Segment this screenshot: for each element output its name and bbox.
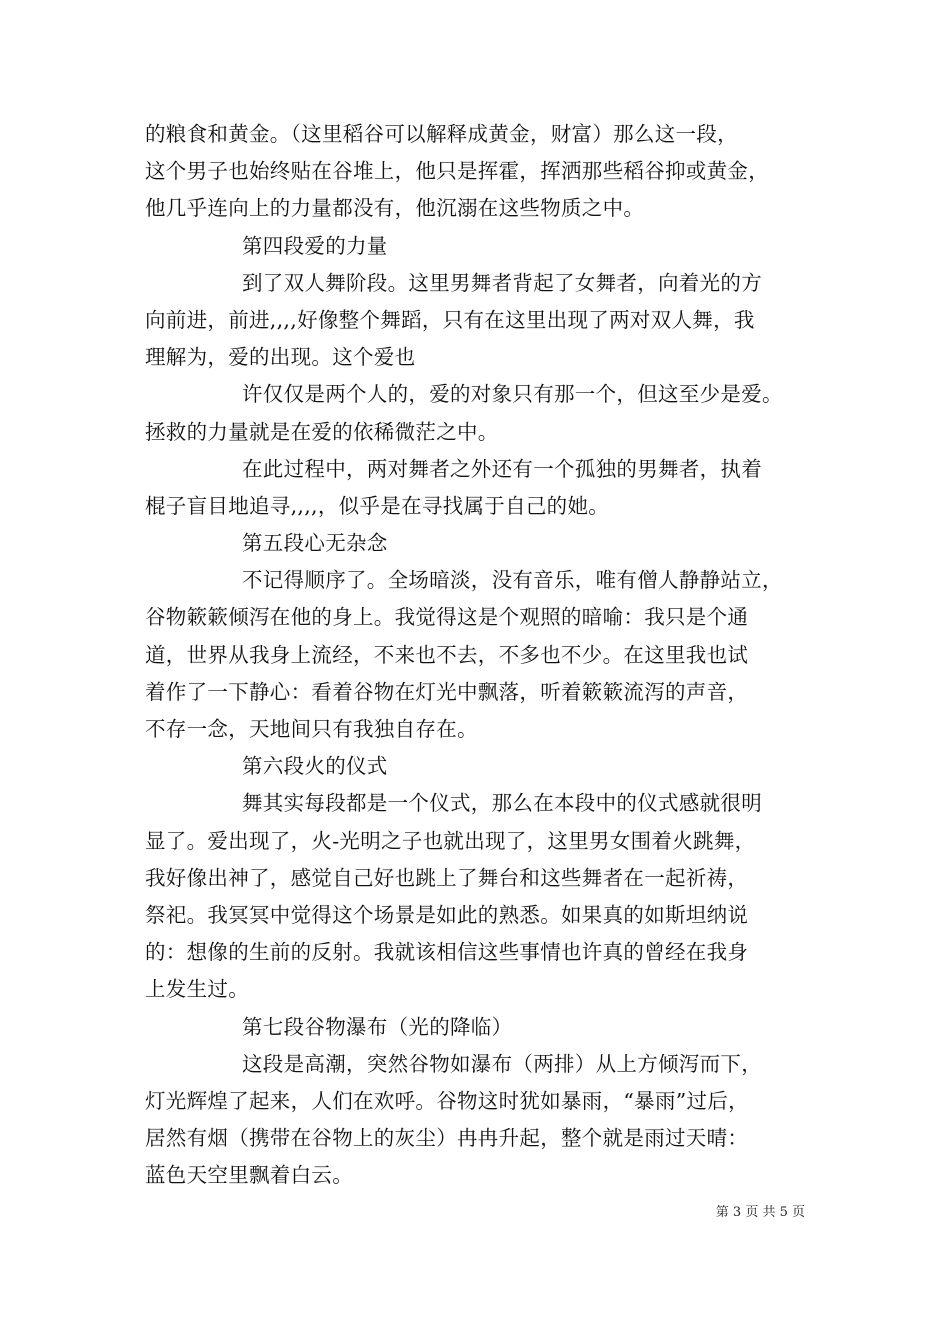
text-line: 道，世界从我身上流经，不来也不去，不多也不少。在这里我也试	[145, 642, 749, 667]
section-heading-7	[145, 1009, 825, 1046]
text-line: 许仅仅是两个人的，爱的对象只有那一个，但这至少是爱。	[242, 382, 783, 407]
paragraph-5	[145, 562, 825, 748]
text-line: 的粮食和黄金。（这里稻谷可以解释成黄金，财富）那么这一段，	[145, 122, 738, 146]
text-line: 灯光辉煌了起来，人们在欢呼。谷物这时犹如暴雨，“暴雨”过后，	[145, 1088, 749, 1113]
text-line: 向前进，前进,,,,好像整个舞蹈，只有在这里出现了两对双人舞，我	[145, 307, 755, 332]
text-line: 舞其实每段都是一个仪式，那么在本段中的仪式感就很明	[242, 791, 762, 816]
text-line: 不存一念，天地间只有我独自存在。	[145, 717, 478, 741]
text-line: 谷物簌簌倾泻在他的身上。我觉得这是个观照的暗喻：我只是个通	[145, 605, 749, 630]
heading-line: 第七段谷物瀑布（光的降临）	[242, 1014, 513, 1039]
text-line: 棍子盲目地追寻,,,,，似乎是在寻找属于自己的她。	[145, 493, 610, 518]
section-heading-4	[145, 228, 825, 265]
heading-line: 第四段爱的力量	[242, 233, 388, 258]
text-line: 我好像出神了，感觉自己好也跳上了舞台和这些舞者在一起祈祷，	[145, 865, 749, 890]
text-line: 到了双人舞阶段。这里男舞者背起了女舞者，向着光的方	[242, 270, 762, 295]
section-heading-6	[145, 748, 825, 785]
section-heading-5	[145, 525, 825, 562]
text-line: 在此过程中，两对舞者之外还有一个孤独的男舞者，执着	[242, 456, 762, 481]
paragraph-7	[145, 1046, 825, 1195]
text-line: 蓝色天空里飘着白云。	[145, 1163, 353, 1188]
paragraph-4	[145, 451, 825, 525]
text-line: 拯救的力量就是在爱的依稀微茫之中。	[145, 419, 499, 444]
text-line: 这段是高潮，突然谷物如瀑布（两排）从上方倾泻而下，	[242, 1051, 762, 1076]
text-line: 的：想像的生前的反射。我就该相信这些事情也许真的曾经在我身	[145, 940, 749, 965]
paragraph-2	[145, 265, 825, 377]
text-line: 居然有烟（携带在谷物上的灰尘）冉冉升起，整个就是雨过天晴：	[145, 1126, 749, 1151]
text-line: 不记得顺序了。全场暗淡，没有音乐，唯有僧人静静站立，	[242, 568, 783, 593]
paragraph-6	[145, 785, 825, 1008]
text-line: 祭祀。我冥冥中觉得这个场景是如此的熟悉。如果真的如斯坦纳说	[145, 902, 749, 927]
text-line: 上发生过。	[145, 977, 249, 1002]
text-line: 他几乎连向上的力量都没有，他沉溺在这些物质之中。	[145, 196, 645, 221]
text-line: 理解为，爱的出现。这个爱也	[145, 345, 416, 370]
document-body	[145, 116, 825, 1194]
text-line: 这个男子也始终贴在谷堆上，他只是挥霍，挥洒那些稻谷抑或黄金，	[145, 159, 769, 184]
heading-line: 第五段心无杂念	[242, 531, 388, 556]
page-number: 第 3 页 共 5 页	[715, 1205, 805, 1220]
heading-line: 第六段火的仪式	[242, 754, 388, 779]
text-line: 着作了一下静心：看着谷物在灯光中飘落，听着簌簌流泻的声音，	[145, 679, 749, 704]
paragraph-1	[145, 116, 825, 228]
text-line: 显了。爱出现了，火-光明之子也就出现了，这里男女围着火跳舞，	[145, 828, 756, 853]
paragraph-3	[145, 376, 825, 450]
